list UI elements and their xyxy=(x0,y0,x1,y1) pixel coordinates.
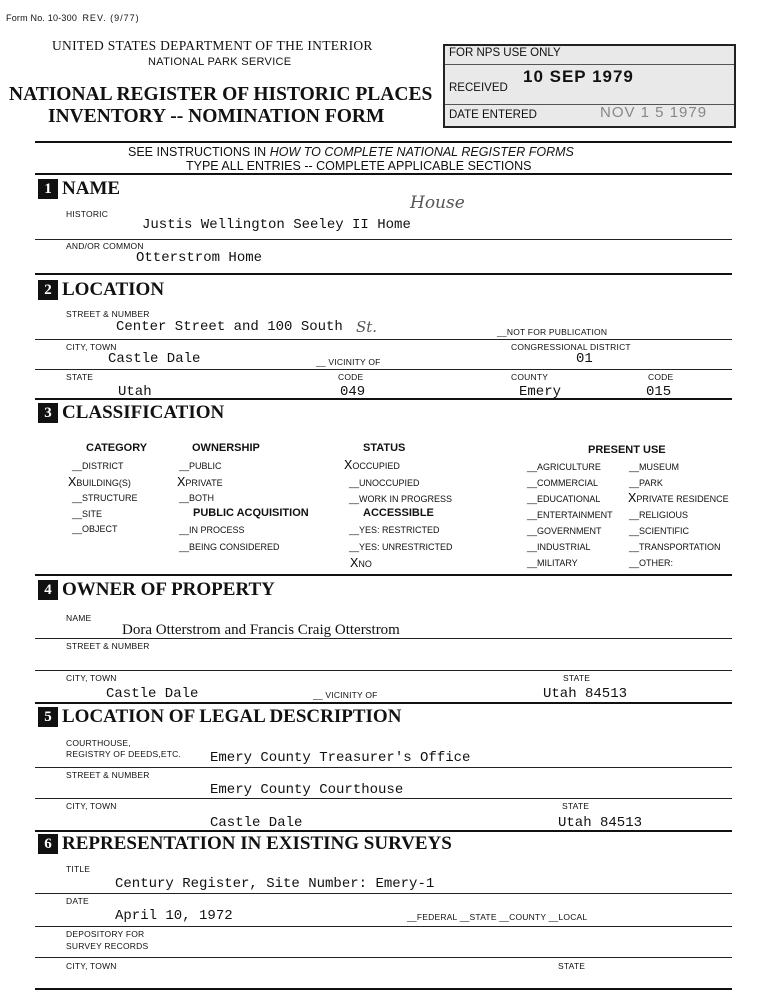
status-unoccupied[interactable]: __UNOCCUPIED xyxy=(349,478,420,488)
survey-state-label: STATE xyxy=(558,961,586,971)
ownership-both[interactable]: __BOTH xyxy=(179,493,215,503)
section-1-title: NAME xyxy=(62,178,121,199)
historic-name-value: Justis Wellington Seeley II Home xyxy=(142,217,411,233)
category-structure[interactable]: __STRUCTURE xyxy=(72,493,138,503)
ownership-private[interactable]: XPRIVATE xyxy=(177,475,223,491)
department-name: UNITED STATES DEPARTMENT OF THE INTERIOR xyxy=(52,38,373,53)
courthouse-value: Emery County Treasurer's Office xyxy=(210,750,471,766)
ownership-public[interactable]: __PUBLIC xyxy=(179,461,222,471)
section-3-number: 3 xyxy=(38,403,58,423)
state-code-value: 049 xyxy=(340,384,366,400)
accessible-yes-restricted[interactable]: __YES: RESTRICTED xyxy=(349,525,440,535)
present-use-heading: PRESENT USE xyxy=(588,444,666,456)
common-name-label: AND/OR COMMON xyxy=(66,241,144,251)
section-6-number: 6 xyxy=(38,834,58,854)
form-title: NATIONAL REGISTER OF HISTORIC PLACES xyxy=(9,84,433,105)
survey-date-label: DATE xyxy=(66,896,89,906)
section-2-title: LOCATION xyxy=(62,279,165,300)
category-heading: CATEGORY xyxy=(86,442,148,454)
survey-levels: __FEDERAL __STATE __COUNTY __LOCAL xyxy=(407,912,588,922)
section-5-number: 5 xyxy=(38,707,58,727)
registry-label: REGISTRY OF DEEDS,ETC. xyxy=(66,749,182,759)
survey-title-value: Century Register, Site Number: Emery-1 xyxy=(115,876,435,892)
status-work-in-progress[interactable]: __WORK IN PROGRESS xyxy=(349,494,453,504)
form-number: Form No. 10-300 REV. (9/77) xyxy=(6,13,140,23)
state-value: Utah xyxy=(118,384,152,400)
use-educational[interactable]: __EDUCATIONAL xyxy=(527,494,601,504)
state-label: STATE xyxy=(66,372,94,382)
received-stamp: 10 SEP 1979 xyxy=(523,67,634,86)
city-value: Castle Dale xyxy=(108,351,201,367)
date-entered-label: DATE ENTERED xyxy=(449,109,537,121)
public-acquisition-heading: PUBLIC ACQUISITION xyxy=(193,507,309,519)
section-4-number: 4 xyxy=(38,580,58,600)
use-industrial[interactable]: __INDUSTRIAL xyxy=(527,542,591,552)
legal-street-label: STREET & NUMBER xyxy=(66,770,150,780)
category-buildings[interactable]: XBUILDING(S) xyxy=(68,475,131,491)
county-code-value: 015 xyxy=(646,384,672,400)
instructions-line1: SEE INSTRUCTIONS IN HOW TO COMPLETE NATIONAL REGISTER FORMS xyxy=(128,145,574,159)
use-scientific[interactable]: __SCIENTIFIC xyxy=(629,526,690,536)
owner-vicinity-of: __ VICINITY OF xyxy=(313,690,378,700)
accessible-heading: ACCESSIBLE xyxy=(363,507,434,519)
status-occupied[interactable]: XOCCUPIED xyxy=(344,458,400,474)
use-park[interactable]: __PARK xyxy=(629,478,663,488)
use-military[interactable]: __MILITARY xyxy=(527,558,578,568)
instructions-line2: TYPE ALL ENTRIES -- COMPLETE APPLICABLE SECTIONS xyxy=(186,159,532,173)
use-religious[interactable]: __RELIGIOUS xyxy=(629,510,689,520)
section-1-number: 1 xyxy=(38,179,58,199)
owner-state-label: STATE xyxy=(563,673,591,683)
historic-label: HISTORIC xyxy=(66,209,109,219)
use-museum[interactable]: __MUSEUM xyxy=(629,462,680,472)
accessible-yes-unrestricted[interactable]: __YES: UNRESTRICTED xyxy=(349,542,453,552)
state-code-label: CODE xyxy=(338,372,364,382)
courthouse-label: COURTHOUSE, xyxy=(66,738,131,748)
city-town-label: CITY, TOWN xyxy=(66,342,117,352)
county-label: COUNTY xyxy=(511,372,549,382)
legal-city-label: CITY, TOWN xyxy=(66,801,117,811)
street-annotation: St. xyxy=(356,318,378,336)
congressional-district-value: 01 xyxy=(576,351,593,367)
owner-name-label: NAME xyxy=(66,613,92,623)
use-agriculture[interactable]: __AGRICULTURE xyxy=(527,462,601,472)
depository-label: DEPOSITORY FOR xyxy=(66,929,145,939)
survey-title-label: TITLE xyxy=(66,864,91,874)
survey-records-label: SURVEY RECORDS xyxy=(66,941,149,951)
use-private-residence[interactable]: XPRIVATE RESIDENCE xyxy=(628,491,729,507)
survey-date-value: April 10, 1972 xyxy=(115,908,233,924)
use-entertainment[interactable]: __ENTERTAINMENT xyxy=(527,510,613,520)
common-name-value: Otterstrom Home xyxy=(136,250,263,266)
legal-state-value: Utah 84513 xyxy=(558,815,643,831)
received-label: RECEIVED xyxy=(449,82,508,94)
legal-state-label: STATE xyxy=(562,801,590,811)
use-commercial[interactable]: __COMMERCIAL xyxy=(527,478,599,488)
county-value: Emery xyxy=(519,384,562,400)
survey-city-label: CITY, TOWN xyxy=(66,961,117,971)
category-site[interactable]: __SITE xyxy=(72,509,103,519)
historic-annotation: House xyxy=(410,193,465,213)
owner-city-value: Castle Dale xyxy=(106,686,199,702)
section-6-title: REPRESENTATION IN EXISTING SURVEYS xyxy=(62,833,452,854)
street-number-label: STREET & NUMBER xyxy=(66,309,150,319)
status-heading: STATUS xyxy=(363,442,406,454)
vicinity-of: __ VICINITY OF xyxy=(316,357,381,367)
category-district[interactable]: __DISTRICT xyxy=(72,461,124,471)
owner-name-value: Dora Otterstrom and Francis Craig Otterstrom xyxy=(122,622,400,638)
owner-street-label: STREET & NUMBER xyxy=(66,641,150,651)
category-object[interactable]: __OBJECT xyxy=(72,524,118,534)
legal-street-value: Emery County Courthouse xyxy=(210,782,404,798)
acquisition-being-considered[interactable]: __BEING CONSIDERED xyxy=(179,542,280,552)
not-for-publication: __NOT FOR PUBLICATION xyxy=(497,327,608,337)
nps-use-only-box xyxy=(443,44,736,128)
congressional-district-label: CONGRESSIONAL DISTRICT xyxy=(511,342,631,352)
street-value: Center Street and 100 South xyxy=(116,319,343,335)
section-4-title: OWNER OF PROPERTY xyxy=(62,579,275,600)
nps-label: FOR NPS USE ONLY xyxy=(449,47,561,59)
use-transportation[interactable]: __TRANSPORTATION xyxy=(629,542,721,552)
use-other[interactable]: __OTHER: xyxy=(629,558,674,568)
section-2-number: 2 xyxy=(38,280,58,300)
accessible-no[interactable]: XNO xyxy=(350,556,372,572)
owner-city-label: CITY, TOWN xyxy=(66,673,117,683)
service-name: NATIONAL PARK SERVICE xyxy=(148,56,292,68)
form-subtitle: INVENTORY -- NOMINATION FORM xyxy=(48,106,385,127)
section-3-title: CLASSIFICATION xyxy=(62,402,225,423)
county-code-label: CODE xyxy=(648,372,674,382)
section-5-title: LOCATION OF LEGAL DESCRIPTION xyxy=(62,706,402,727)
owner-state-value: Utah 84513 xyxy=(543,686,628,702)
legal-city-value: Castle Dale xyxy=(210,815,303,831)
acquisition-in-process[interactable]: __IN PROCESS xyxy=(179,525,245,535)
use-government[interactable]: __GOVERNMENT xyxy=(527,526,602,536)
ownership-heading: OWNERSHIP xyxy=(192,442,260,454)
date-entered-stamp: NOV 1 5 1979 xyxy=(600,104,708,121)
